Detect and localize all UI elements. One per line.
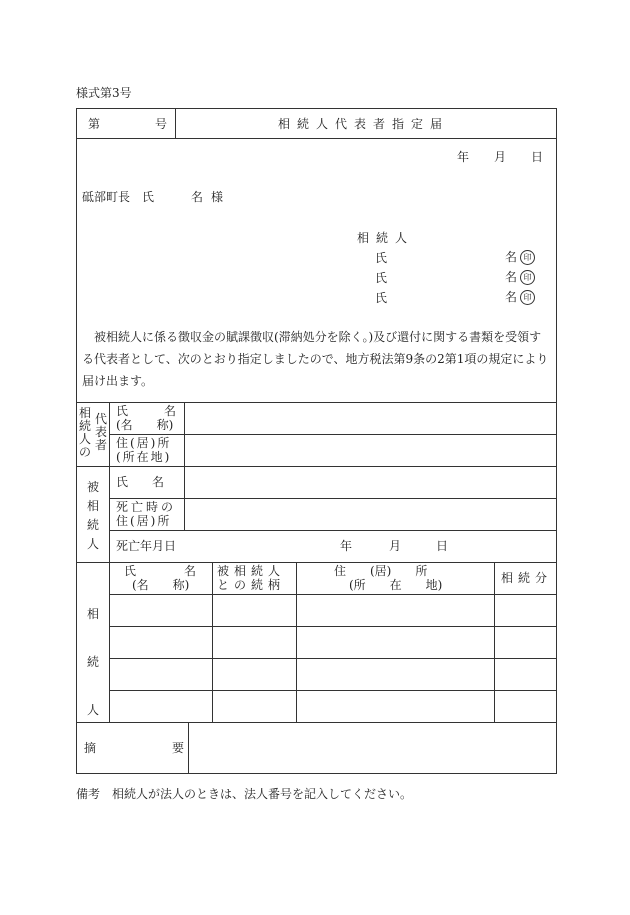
number-dai: 第 (88, 117, 101, 131)
col-share: 相続分 (501, 571, 553, 585)
deceased-name: 氏 名 (116, 475, 165, 489)
number-go: 号 (155, 117, 168, 131)
death-day: 日 (436, 539, 449, 553)
col-rel-l2: との続柄 (217, 578, 286, 592)
remarks-yo: 要 (172, 741, 185, 755)
heir-mei-text: 名 (505, 290, 518, 304)
addressee-sama: 様 (211, 190, 224, 204)
remarks-teki: 摘 (84, 741, 97, 755)
col-addr-l1: 住 (居) 所 (334, 564, 428, 578)
heir-mei-text: 名 (505, 250, 518, 264)
deceased-label: 被相続人 (86, 480, 99, 551)
rep-name-l1: 氏 名 (116, 404, 177, 418)
death-month: 月 (389, 539, 402, 553)
col-name-l1: 氏 名 (124, 564, 197, 578)
body-text: 被相続人に係る徴収金の賦課徴収(滞納処分を除く。)及び還付に関する書類を受領する代表者として、次のとおり指定しましたので、地方税法第9条の2第1項の規定により届け出ます。 (82, 330, 549, 388)
death-date-label: 死亡年月日 (116, 539, 177, 553)
date-day: 日 (531, 150, 544, 164)
rep-label-col2: 代表者 (94, 412, 107, 452)
mayor: 砥部町長 (82, 190, 131, 204)
heir-mei (505, 270, 535, 285)
date-month: 月 (494, 150, 507, 164)
addressee-shi: 氏 (142, 190, 155, 204)
heir-shi: 氏 (375, 271, 388, 285)
footnote: 備考 相続人が法人のときは、法人番号を記入してください。 (76, 787, 413, 801)
col-name-l2: (名 称) (132, 578, 190, 592)
seal-icon: 印 (520, 270, 535, 285)
rep-addr-l2: (所在地) (116, 450, 172, 464)
form-title: 相続人代表者指定届 (278, 117, 450, 131)
heir-mei (505, 290, 535, 305)
seal-icon: 印 (520, 290, 535, 305)
deceased-addr-l2: 住(居)所 (116, 514, 172, 528)
heir-shi: 氏 (375, 251, 388, 265)
rep-label-col1: 相続人の (78, 406, 91, 459)
form-number: 様式第3号 (76, 86, 132, 100)
seal-icon: 印 (520, 250, 535, 265)
death-year: 年 (340, 539, 353, 553)
heir-mei-text: 名 (505, 270, 518, 284)
rep-addr-l1: 住(居)所 (116, 436, 172, 450)
col-rel-l1: 被相続人 (217, 564, 286, 578)
heirs-table-label: 相続人 (86, 607, 99, 717)
heirs-label: 相続人 (357, 231, 415, 245)
addressee-mei: 名 (191, 190, 204, 204)
date-year: 年 (457, 150, 470, 164)
heir-mei (505, 250, 535, 265)
deceased-addr-l1: 死亡時の (116, 500, 177, 514)
rep-name-l2: (名 称) (116, 418, 174, 432)
col-addr-l2: (所 在 地) (349, 578, 443, 592)
heir-shi: 氏 (375, 291, 388, 305)
